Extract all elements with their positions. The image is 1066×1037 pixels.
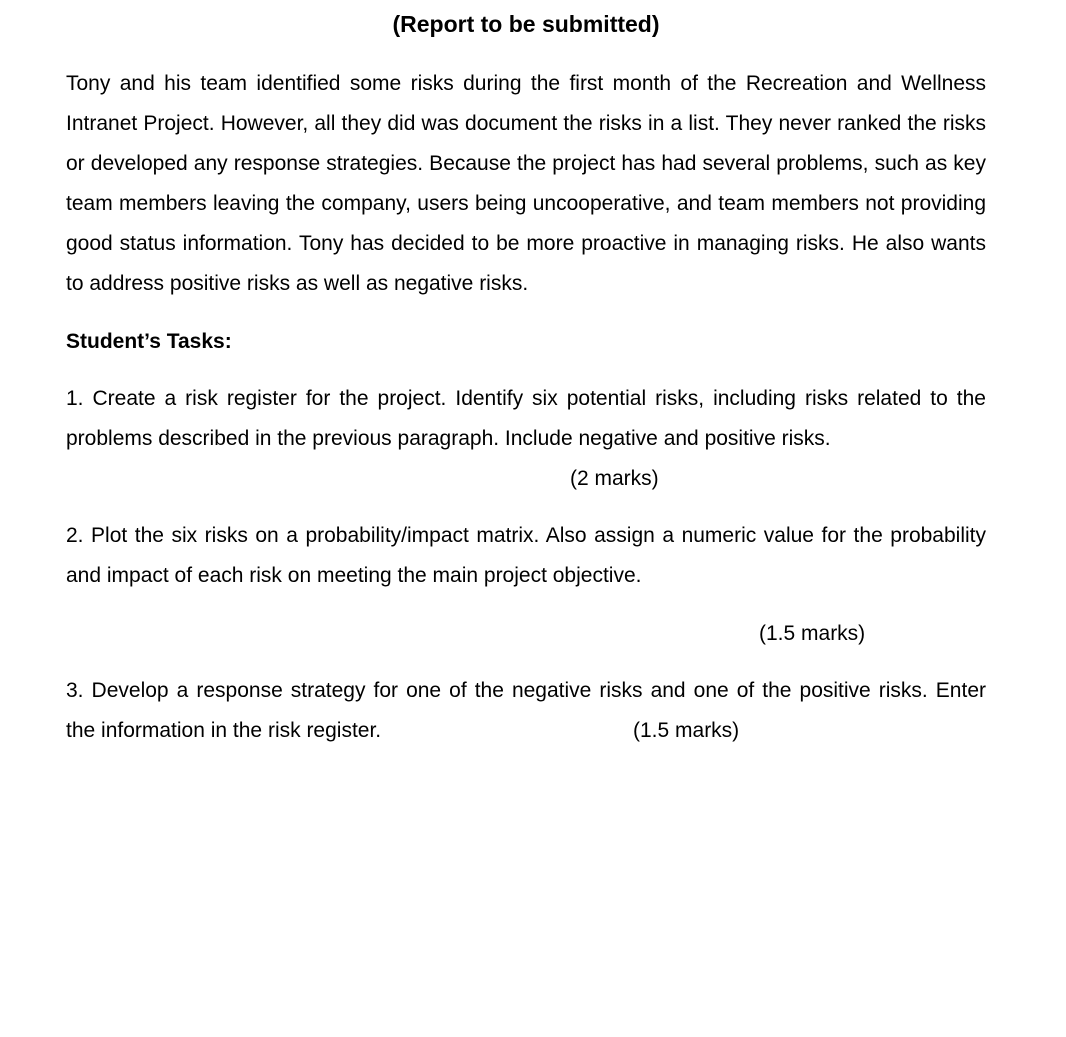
task-3-text-line2: the information in the risk register. (66, 719, 382, 742)
task-1-text: 1. Create a risk register for the project. Identify six potential risks, including risks related to the problems described in the previous paragraph. Include negative and positive risks. (66, 387, 986, 450)
task-2-text: 2. Plot the six risks on a probability/impact matrix. Also assign a numeric value for the probability and impact of each risk on meeting the main project objective. (66, 524, 986, 587)
task-1-marks: (2 marks) (570, 467, 659, 490)
task-3-text-line1: 3. Develop a response strategy for one of the negative risks and one of the positive risks. Enter (66, 679, 986, 702)
intro-paragraph: Tony and his team identified some risks during the first month of the Recreation and Wellness Intranet Project. However, all they did was document the risks in a list. They never ranked the risks or developed any response strategies. Because the project has had several problems, such as key team members leaving the company, users being uncooperative, and team members not providing good status information. Tony has decided to be more proactive in managing risks. He also wants to address positive risks as well as negative risks. (66, 72, 986, 295)
task-2-marks: (1.5 marks) (759, 622, 866, 645)
task-3-marks: (1.5 marks) (633, 719, 740, 742)
tasks-heading: Student’s Tasks: (66, 330, 232, 353)
page-title: (Report to be submitted) (392, 11, 660, 37)
